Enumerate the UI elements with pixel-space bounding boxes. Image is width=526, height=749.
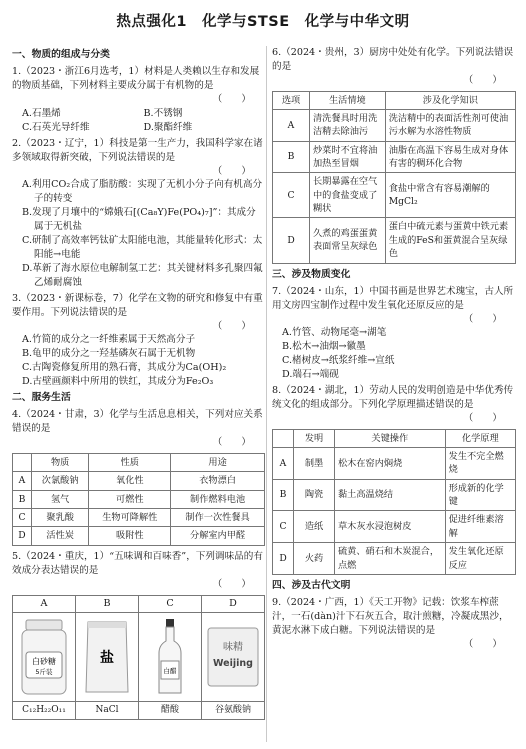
option-b: B.龟甲的成分之一羟基磷灰石属于无机物 xyxy=(22,348,196,360)
table-row xyxy=(13,527,265,545)
right-column xyxy=(272,46,516,654)
table-cell: 火药 xyxy=(294,543,335,575)
table-cell: B xyxy=(13,490,32,508)
condiment-image-row xyxy=(12,595,265,720)
section-heading-3: 三、涉及物质变化 xyxy=(272,268,351,280)
table-cell: 食盐中常含有容易潮解的MgCl₂ xyxy=(385,173,515,218)
table-header: 性质 xyxy=(89,453,171,471)
question-6-text: 6.（2024・贵州，3）厨房中处处有化学。下列说法错误的是 xyxy=(272,47,514,72)
question-3 xyxy=(12,292,265,389)
option-d: D.古壁画颜料中所用的铁红，其成分为Fe₂O₃ xyxy=(22,376,214,388)
option-d: D.聚酯纤维 xyxy=(143,121,193,133)
image-caption: 谷氨酸钠 xyxy=(214,705,251,716)
question-8 xyxy=(272,384,516,575)
table-cell: C xyxy=(273,511,294,543)
table-cell: 衣物漂白 xyxy=(171,472,265,490)
image-caption: C₁₂H₂₂O₁₁ xyxy=(22,705,66,716)
question-1-text: 1.（2023・浙江6月选考，1）材料是人类赖以生存和发展的物质基础，下列材料主要成分属于有机物的是 xyxy=(12,66,260,92)
table-cell: C xyxy=(273,173,310,218)
image-label: D xyxy=(202,596,264,613)
table-row xyxy=(13,490,265,508)
option-d: D.端石→端砚 xyxy=(282,369,339,381)
question-9 xyxy=(272,596,516,652)
table-cell: 长期暴露在空气中的食盐变成了糊状 xyxy=(310,173,386,218)
section-heading-2: 二、服务生活 xyxy=(12,392,71,404)
table-cell: 可燃性 xyxy=(89,490,171,508)
question-6-table xyxy=(272,91,516,264)
option-b: B.不锈钢 xyxy=(143,107,183,119)
table-cell: 聚乳酸 xyxy=(31,509,89,527)
table-header-row xyxy=(273,429,516,447)
table-cell: D xyxy=(13,527,32,545)
table-cell: 发生氧化还原反应 xyxy=(445,543,515,575)
package-label-cn: 味精 xyxy=(223,642,243,654)
question-8-table xyxy=(272,429,516,575)
table-cell: 促进纤维素溶解 xyxy=(445,511,515,543)
msg-package-icon xyxy=(206,624,260,690)
table-cell: 氢气 xyxy=(31,490,89,508)
option-a: A.竹管、动物尾毫→湖笔 xyxy=(282,327,387,339)
table-cell: D xyxy=(273,543,294,575)
condiment-b xyxy=(76,596,139,719)
vinegar-bottle-image xyxy=(139,613,201,702)
question-1 xyxy=(12,65,265,135)
table-header: 生活情境 xyxy=(310,91,386,109)
table-row xyxy=(273,110,516,142)
table-cell: 陶瓷 xyxy=(294,479,335,511)
section-heading-1: 一、物质的组成与分类 xyxy=(12,49,110,60)
table-cell: 洗洁精中的表面活性剂可使油污水解为水溶性物质 xyxy=(385,110,515,142)
image-label: B xyxy=(76,596,138,613)
table-cell: B xyxy=(273,479,294,511)
salt-bag-image xyxy=(76,613,138,702)
question-4-text: 4.（2024・甘肃，3）化学与生活息息相关，下列对应关系错误的是 xyxy=(12,409,263,435)
table-header: 用途 xyxy=(171,453,265,471)
option-a: A.利用CO₂合成了脂肪酸：实现了无机小分子向有机高分子的转变 xyxy=(22,179,263,205)
table-cell: 发生不完全燃烧 xyxy=(445,448,515,480)
question-5 xyxy=(12,550,265,721)
jar-sublabel: 5斤装 xyxy=(35,668,53,677)
table-cell: A xyxy=(273,110,310,142)
table-cell: 松木在窑内焖烧 xyxy=(335,448,446,480)
question-3-options xyxy=(22,333,265,389)
table-row xyxy=(273,173,516,218)
answer-blank: （ ） xyxy=(212,437,251,449)
table-cell: 油脂在高温下容易生成对身体有害的稠环化合物 xyxy=(385,141,515,173)
option-c: C.石英光导纤维 xyxy=(22,121,90,133)
table-cell: 造纸 xyxy=(294,511,335,543)
vinegar-bottle-icon xyxy=(155,617,185,697)
table-header: 物质 xyxy=(31,453,89,471)
question-4-table xyxy=(12,453,265,546)
option-c: C.楮树皮→纸浆纤维→宣纸 xyxy=(282,355,395,367)
msg-package-image xyxy=(202,613,264,702)
answer-blank: （ ） xyxy=(463,412,502,424)
table-cell: 次氯酸钠 xyxy=(31,472,89,490)
table-header: 化学原理 xyxy=(445,429,515,447)
answer-blank: （ ） xyxy=(463,638,502,650)
option-c: C.研制了高效率钙钛矿太阳能电池，其能量转化形式：太阳能→电能 xyxy=(22,235,263,260)
condiment-c xyxy=(139,596,202,719)
table-cell: 分解室内甲醛 xyxy=(171,527,265,545)
table-cell: 久煮的鸡蛋蛋黄表面常呈灰绿色 xyxy=(310,218,386,263)
bottle-label: 白醋 xyxy=(163,667,177,676)
image-label: A xyxy=(13,596,75,613)
question-2 xyxy=(12,137,265,290)
table-cell: 草木灰水浸泡树皮 xyxy=(335,511,446,543)
sugar-jar-icon xyxy=(18,618,70,696)
table-row xyxy=(273,511,516,543)
table-header-row xyxy=(13,453,265,471)
question-2-text: 2.（2023・辽宁，1）科技是第一生产力，我国科学家在诸多领域取得新突破，下列说法错误的是 xyxy=(12,137,263,163)
question-7-text: 7.（2024・山东，1）中国书画是世界艺术瑰宝，古人所用文房四宝制作过程中发生氧化还原反应的是 xyxy=(272,285,514,311)
bag-label: 盐 xyxy=(100,650,114,667)
condiment-d xyxy=(202,596,264,719)
table-header xyxy=(13,453,32,471)
table-cell: 制作燃料电池 xyxy=(171,490,265,508)
option-b: B.发现了月壤中的“嫦娥石[(Ca₈Y)Fe(PO₄)₇]”：其成分属于无机盐 xyxy=(22,207,256,233)
table-cell: 制墨 xyxy=(294,448,335,480)
table-cell: 氧化性 xyxy=(89,472,171,490)
table-row xyxy=(13,509,265,527)
question-3-text: 3.（2023・新课标卷，7）化学在文物的研究和修复中有重要作用。下列说法错误的是 xyxy=(12,292,263,318)
table-header: 涉及化学知识 xyxy=(385,91,515,109)
table-row xyxy=(273,141,516,173)
table-cell: 吸附性 xyxy=(89,527,171,545)
table-row xyxy=(13,472,265,490)
table-cell: 形成新的化学键 xyxy=(445,479,515,511)
table-cell: D xyxy=(273,218,310,263)
table-cell: A xyxy=(13,472,32,490)
table-cell: 生物可降解性 xyxy=(89,509,171,527)
section-heading-4: 四、涉及古代文明 xyxy=(272,579,351,591)
table-cell: B xyxy=(273,141,310,173)
answer-blank: （ ） xyxy=(212,165,251,177)
answer-blank: （ ） xyxy=(463,74,502,86)
answer-blank: （ ） xyxy=(212,578,251,590)
table-cell: A xyxy=(273,448,294,480)
column-divider xyxy=(266,46,267,742)
question-7 xyxy=(272,285,516,382)
table-row xyxy=(273,448,516,480)
option-d: D.革新了海水原位电解制氢工艺：其关键材料多孔聚四氟乙烯耐腐蚀 xyxy=(22,262,263,288)
table-cell: 蛋白中硫元素与蛋黄中铁元素生成的FeS和蛋黄混合呈灰绿色 xyxy=(385,218,515,263)
sugar-jar-image xyxy=(13,613,75,702)
question-9-text: 9.（2024・广西，1）《天工开物》记载：饮浆车榨蔗汁，一石(dàn)汁下石灰五合，取汁煎糖，冷凝成黑沙，黄泥水淋下成白糖。下列说法错误的是 xyxy=(272,597,509,636)
table-header: 关键操作 xyxy=(335,429,446,447)
question-1-options xyxy=(22,107,265,135)
image-caption: NaCl xyxy=(95,705,119,716)
table-row xyxy=(273,218,516,263)
table-row xyxy=(273,479,516,511)
table-cell: 炒菜时不宜将油加热至冒烟 xyxy=(310,141,386,173)
table-header-row xyxy=(273,91,516,109)
option-c: C.古陶瓷修复所用的熟石膏，其成分为Ca(OH)₂ xyxy=(22,362,227,374)
image-caption: 醋酸 xyxy=(160,705,179,716)
table-header: 发明 xyxy=(294,429,335,447)
page-title: 热点强化1 化学与STSE 化学与中华文明 xyxy=(116,14,410,30)
answer-blank: （ ） xyxy=(463,313,502,325)
table-cell: 清洗餐具时用洗洁精去除油污 xyxy=(310,110,386,142)
image-label: C xyxy=(139,596,201,613)
jar-label: 白砂糖 xyxy=(32,657,56,667)
salt-bag-icon xyxy=(82,618,132,696)
answer-blank: （ ） xyxy=(212,94,251,106)
table-cell: 制作一次性餐具 xyxy=(171,509,265,527)
question-2-options xyxy=(22,178,265,289)
table-cell: 活性炭 xyxy=(31,527,89,545)
table-cell: 黏土高温烧结 xyxy=(335,479,446,511)
table-header xyxy=(273,429,294,447)
question-6 xyxy=(272,46,516,264)
option-a: A.竹简的成分之一纤维素属于天然高分子 xyxy=(22,334,196,346)
condiment-a xyxy=(13,596,76,719)
table-header: 选项 xyxy=(273,91,310,109)
table-cell: C xyxy=(13,509,32,527)
option-a: A.石墨烯 xyxy=(22,107,61,119)
table-row xyxy=(273,543,516,575)
question-7-options xyxy=(282,326,516,382)
question-8-text: 8.（2024・湖北，1）劳动人民的发明创造是中华优秀传统文化的组成部分。下列化学原理描述错误的是 xyxy=(272,385,514,410)
left-column xyxy=(12,46,265,724)
answer-blank: （ ） xyxy=(212,320,251,332)
table-cell: 硫黄、硝石和木炭混合，点燃 xyxy=(335,543,446,575)
question-4 xyxy=(12,408,265,545)
package-label-en: Weijing xyxy=(213,658,253,670)
question-5-text: 5.（2024・重庆，1）“五味调和百味香”，下列调味品的有效成分表达错误的是 xyxy=(12,550,263,576)
option-b: B.松木→油烟→徽墨 xyxy=(282,341,366,353)
